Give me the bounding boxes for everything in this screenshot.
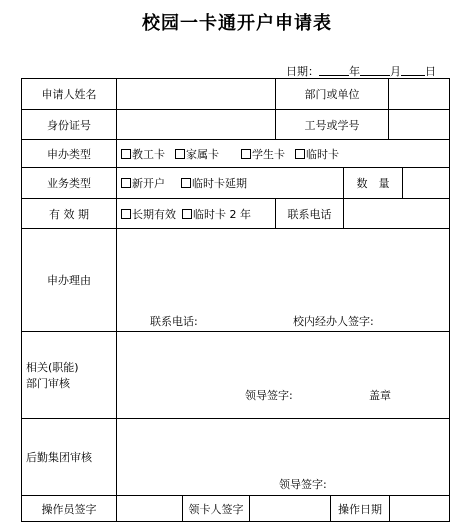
quantity-field[interactable] <box>403 168 449 198</box>
reason-label: 申办理由 <box>22 229 117 332</box>
option-staff-card[interactable]: 教工卡 <box>121 146 165 162</box>
row-business-type <box>22 168 450 199</box>
option-long-term[interactable]: 长期有效 <box>121 206 176 222</box>
checkbox-icon[interactable] <box>121 178 131 188</box>
day-label: 日 <box>425 65 436 78</box>
option-temporary-extension[interactable]: 临时卡延期 <box>181 175 247 191</box>
checkbox-icon[interactable] <box>241 149 251 159</box>
option-temporary-card[interactable]: 临时卡 <box>295 146 339 162</box>
logistics-label: 后勤集团审核 <box>22 419 117 496</box>
checkbox-icon[interactable] <box>121 149 131 159</box>
operator-sign-label: 操作员签字 <box>22 496 117 522</box>
staff-student-no-field[interactable] <box>389 110 450 140</box>
option-family-card[interactable]: 家属卡 <box>175 146 219 162</box>
reason-phone-label: 联系电话: <box>150 315 198 328</box>
row-card-type <box>22 140 450 168</box>
business-type-options <box>117 168 344 199</box>
logistics-leader-sign: 领导签字: <box>279 478 327 491</box>
row-validity <box>22 199 450 229</box>
id-number-label: 身份证号 <box>22 110 117 140</box>
option-student-card[interactable]: 学生卡 <box>241 146 285 162</box>
related-dept-stamp: 盖章 <box>369 389 391 402</box>
row-applicant <box>22 79 450 110</box>
year-blank[interactable] <box>319 66 349 76</box>
row-id <box>22 110 450 140</box>
quantity-cell <box>344 168 450 199</box>
applicant-name-field[interactable] <box>117 79 276 110</box>
checkbox-icon[interactable] <box>182 209 192 219</box>
checkbox-icon[interactable] <box>181 178 191 188</box>
form-title: 校园一卡通开户申请表 <box>142 13 332 34</box>
receiver-sign-field[interactable] <box>250 496 331 521</box>
card-type-options <box>117 140 450 168</box>
receiver-sign-label: 领卡人签字 <box>183 496 250 521</box>
validity-phone-label: 联系电话 <box>276 199 344 229</box>
footer-rest <box>183 496 450 522</box>
applicant-name-label: 申请人姓名 <box>22 79 117 110</box>
id-number-field[interactable] <box>117 110 276 140</box>
date-label: 日期： <box>286 65 319 78</box>
related-dept-label-line1: 相关(职能) <box>26 361 79 374</box>
operator-sign-field[interactable] <box>117 496 183 522</box>
option-temporary-two-years[interactable]: 临时卡 2 年 <box>182 206 251 222</box>
related-dept-field[interactable] <box>117 332 450 419</box>
application-form-table <box>21 78 450 522</box>
validity-options <box>117 199 276 229</box>
operation-date-field[interactable] <box>390 496 449 521</box>
reason-signature-label: 校内经办人签字: <box>293 315 374 328</box>
row-related-dept <box>22 332 450 419</box>
related-dept-label <box>22 332 117 419</box>
row-footer <box>22 496 450 522</box>
card-type-label: 申办类型 <box>22 140 117 168</box>
validity-phone-field[interactable] <box>344 199 450 229</box>
operation-date-label: 操作日期 <box>331 496 390 521</box>
staff-student-no-label: 工号或学号 <box>276 110 389 140</box>
validity-label: 有 效 期 <box>22 199 117 229</box>
department-field[interactable] <box>389 79 450 110</box>
year-label: 年 <box>349 65 360 78</box>
checkbox-icon[interactable] <box>295 149 305 159</box>
date-line <box>286 63 436 79</box>
related-dept-leader-sign: 领导签字: <box>245 389 293 402</box>
checkbox-icon[interactable] <box>175 149 185 159</box>
month-label: 月 <box>390 65 401 78</box>
business-type-label: 业务类型 <box>22 168 117 199</box>
day-blank[interactable] <box>401 66 425 76</box>
logistics-field[interactable] <box>117 419 450 496</box>
month-blank[interactable] <box>360 66 390 76</box>
row-logistics <box>22 419 450 496</box>
option-new-account[interactable]: 新开户 <box>121 175 165 191</box>
related-dept-label-line2: 部门审核 <box>26 377 70 390</box>
quantity-label: 数 量 <box>344 168 403 198</box>
row-reason <box>22 229 450 332</box>
department-label: 部门或单位 <box>276 79 389 110</box>
reason-field[interactable] <box>117 229 450 332</box>
checkbox-icon[interactable] <box>121 209 131 219</box>
